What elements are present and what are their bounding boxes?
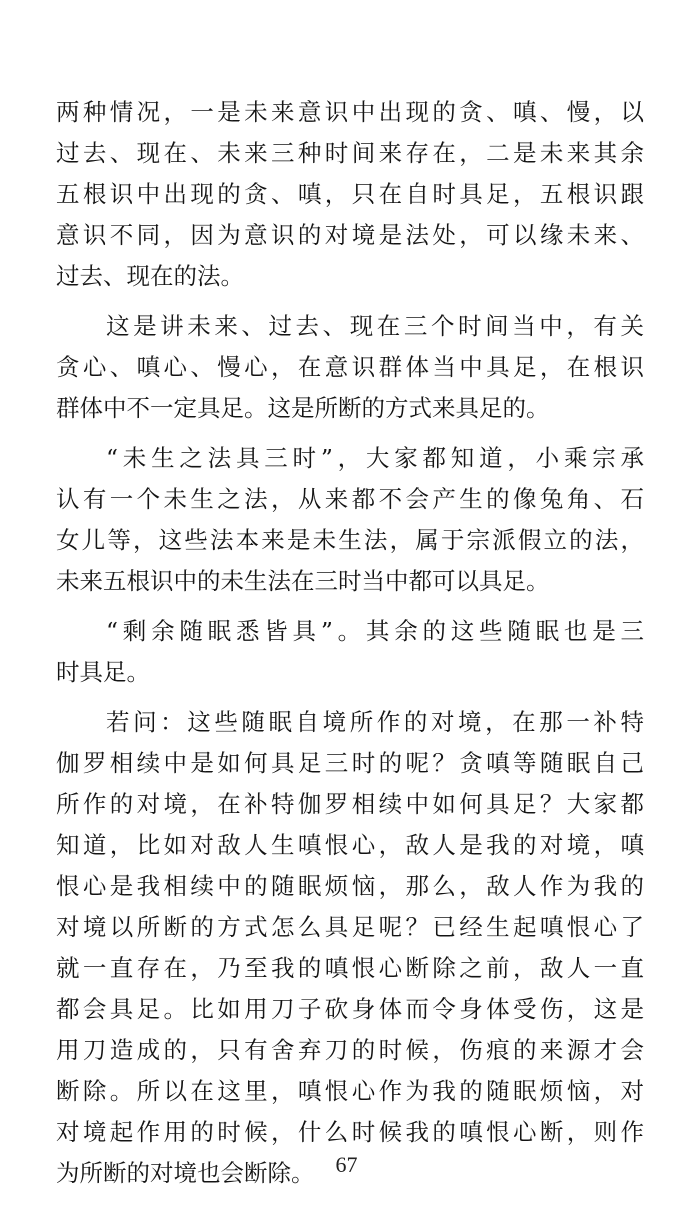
page-body — [56, 92, 644, 1203]
text-line: 过去、现在、未来三种时间来存在，二是未来其余 — [56, 139, 644, 167]
paragraph-2 — [56, 306, 644, 429]
text-line: 五根识中出现的贪、嗔，只在自时具足，五根识跟 — [56, 180, 644, 208]
text-line: “剩余随眠悉皆具”。其余的这些随眠也是三 — [106, 617, 644, 645]
text-line: 都会具足。比如用刀子砍身体而令身体受伤，这是 — [56, 995, 644, 1023]
text-line: 群体中不一定具足。这是所断的方式来具足的。 — [56, 394, 550, 422]
text-line: 断除。所以在这里，嗔恨心作为我的随眠烦恼，对 — [56, 1077, 644, 1105]
paragraph-3 — [56, 438, 644, 602]
text-line: 贪心、嗔心、慢心，在意识群体当中具足，在根识 — [56, 353, 644, 381]
text-line: 伽罗相续中是如何具足三时的呢？贪嗔等随眠自己 — [56, 749, 644, 777]
text-line: 时具足。 — [56, 658, 150, 686]
text-line: 对境起作用的时候，什么时候我的嗔恨心断，则作 — [56, 1118, 644, 1146]
text-line: 恨心是我相续中的随眠烦恼，那么，敌人作为我的 — [56, 872, 644, 900]
text-line: 为所断的对境也会断除。 — [56, 1159, 315, 1187]
text-line: 若问：这些随眠自境所作的对境，在那一补特 — [106, 708, 644, 736]
text-line: 过去、现在的法。 — [56, 262, 244, 290]
text-line: 未来五根识中的未生法在三时当中都可以具足。 — [56, 567, 550, 595]
text-line: 意识不同，因为意识的对境是法处，可以缘未来、 — [56, 221, 644, 249]
text-line: 知道，比如对敌人生嗔恨心，敌人是我的对境，嗔 — [56, 831, 644, 859]
text-line: 用刀造成的，只有舍弃刀的时候，伤痕的来源才会 — [56, 1036, 644, 1064]
text-line: 就一直存在，乃至我的嗔恨心断除之前，敌人一直 — [56, 954, 644, 982]
text-line: “未生之法具三时”，大家都知道，小乘宗承 — [106, 444, 644, 472]
text-line: 女儿等，这些法本来是未生法，属于宗派假立的法， — [56, 526, 644, 554]
text-line: 认有一个未生之法，从来都不会产生的像兔角、石 — [56, 485, 644, 513]
paragraph-1 — [56, 92, 644, 297]
text-line: 所作的对境，在补特伽罗相续中如何具足？大家都 — [56, 790, 644, 818]
paragraph-4 — [56, 611, 644, 693]
text-line: 两种情况，一是未来意识中出现的贪、嗔、慢，以 — [56, 98, 644, 126]
text-line: 对境以所断的方式怎么具足呢？已经生起嗔恨心了 — [56, 913, 644, 941]
paragraph-5 — [56, 702, 644, 1194]
text-line: 这是讲未来、过去、现在三个时间当中，有关 — [106, 312, 644, 340]
page-number: 67 — [335, 1152, 358, 1177]
